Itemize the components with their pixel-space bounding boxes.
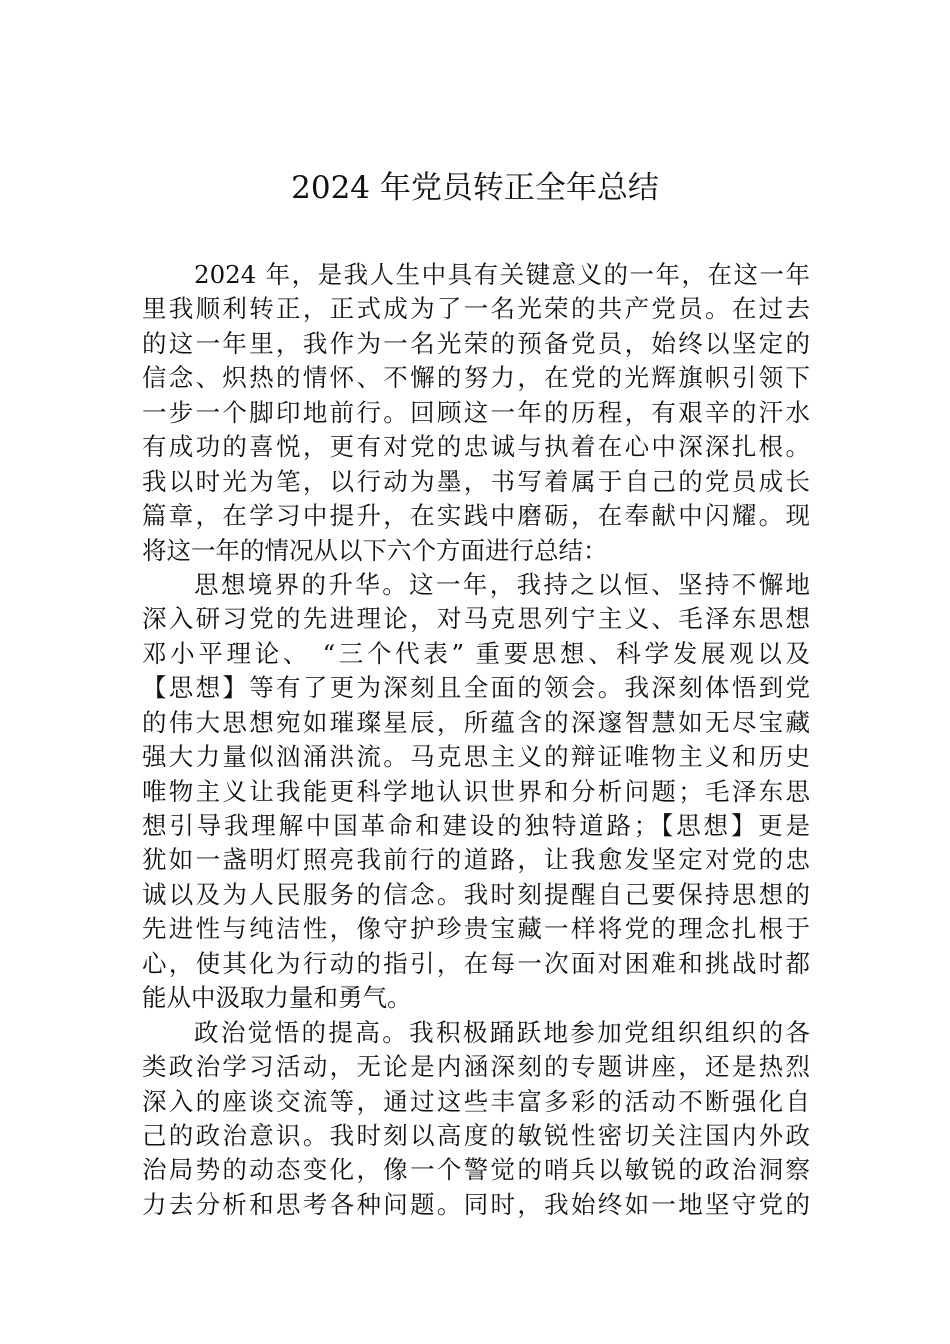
paragraph-intro xyxy=(142,258,810,568)
paragraph-line: 心，使其化为行动的指引，在每一次面对困难和挑战时都 xyxy=(142,948,810,978)
paragraph-line: 一步一个脚印地前行。回顾这一年的历程，有艰辛的汗水 xyxy=(142,397,810,427)
paragraph-line: 强大力量似汹涌洪流。马克思主义的辩证唯物主义和历史 xyxy=(142,742,810,772)
paragraph-line: 2024 年，是我人生中具有关键意义的一年，在这一年 xyxy=(194,260,810,289)
paragraph-line: 我以时光为笔，以行动为墨，书写着属于自己的党员成长 xyxy=(142,466,810,496)
paragraph-line: 犹如一盏明灯照亮我前行的道路，让我愈发坚定对党的忠 xyxy=(142,845,810,875)
paragraph-line: 将这一年的情况从以下六个方面进行总结： xyxy=(142,535,608,565)
paragraph-line: 深入研习党的先进理论，对马克思列宁主义、毛泽东思想 xyxy=(142,604,810,634)
paragraph-line: 力去分析和思考各种问题。同时，我始终如一地坚守党的 xyxy=(142,1189,810,1219)
paragraph-line: 深入的座谈交流等，通过这些丰富多彩的活动不断强化自 xyxy=(142,1086,810,1116)
paragraph-line: 里我顺利转正，正式成为了一名光荣的共产党员。在过去 xyxy=(142,294,810,324)
paragraph-line: 信念、炽热的情怀、不懈的努力，在党的光辉旗帜引领下 xyxy=(142,363,810,393)
paragraph-line: 想引导我理解中国革命和建设的独特道路；【思想】更是 xyxy=(142,811,810,840)
paragraph-line: 邓小平理论、 “三个代表” 重要思想、科学发展观以及 xyxy=(142,638,810,668)
paragraph-line: 己的政治意识。我时刻以高度的敏锐性密切关注国内外政 xyxy=(142,1120,810,1150)
paragraph-line: 诚以及为人民服务的信念。我时刻提醒自己要保持思想的 xyxy=(142,879,810,909)
paragraph-line: 能从中汲取力量和勇气。 xyxy=(142,983,412,1013)
paragraph-line: 有成功的喜悦，更有对党的忠诚与执着在心中深深扎根。 xyxy=(142,432,810,462)
paragraph-line: 先进性与纯洁性，像守护珍贵宝藏一样将党的理念扎根于 xyxy=(142,914,810,944)
paragraph-line: 政治觉悟的提高。我积极踊跃地参加党组织组织的各 xyxy=(194,1017,810,1047)
paragraph-line: 【思想】等有了更为深刻且全面的领会。我深刻体悟到党 xyxy=(142,673,810,703)
paragraph-ideology xyxy=(142,568,810,1016)
paragraph-line: 唯物主义让我能更科学地认识世界和分析问题；毛泽东思 xyxy=(142,776,810,806)
paragraph-line: 篇章，在学习中提升，在实践中磨砺，在奉献中闪耀。现 xyxy=(142,501,810,531)
document-title: 2024 年党员转正全年总结 xyxy=(291,170,659,206)
paragraph-line: 思想境界的升华。这一年，我持之以恒、坚持不懈地 xyxy=(194,569,810,599)
paragraph-line: 的伟大思想宛如璀璨星辰，所蕴含的深邃智慧如无尽宝藏 xyxy=(142,707,810,737)
document-body xyxy=(142,258,810,1222)
paragraph-politics xyxy=(142,1016,810,1223)
paragraph-line: 的这一年里，我作为一名光荣的预备党员，始终以坚定的 xyxy=(142,328,810,358)
paragraph-line: 类政治学习活动，无论是内涵深刻的专题讲座，还是热烈 xyxy=(142,1052,810,1082)
paragraph-line: 治局势的动态变化，像一个警觉的哨兵以敏锐的政治洞察 xyxy=(142,1155,810,1185)
